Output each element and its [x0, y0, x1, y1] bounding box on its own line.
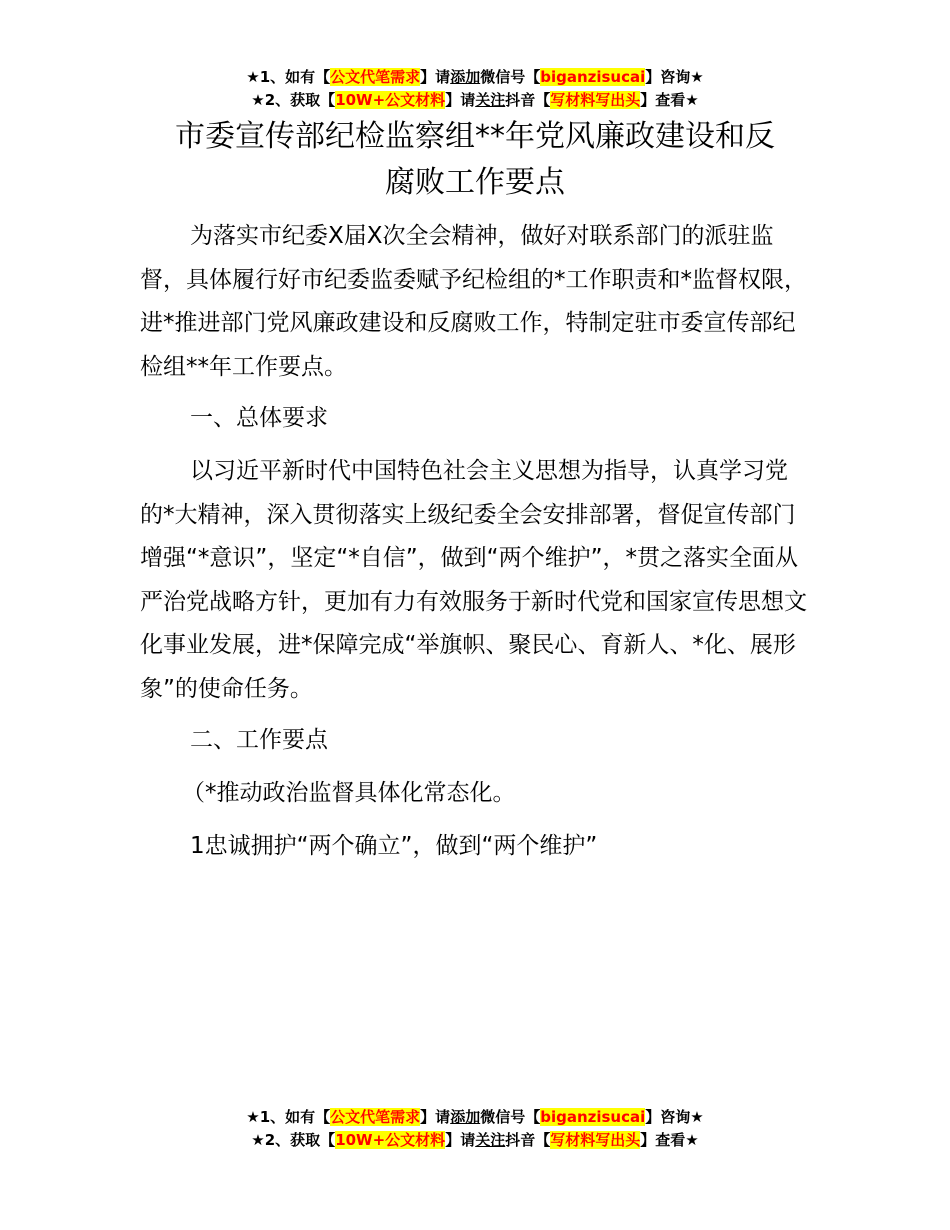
promo-text: 微信号【 — [480, 68, 541, 86]
intro-paragraph — [140, 215, 810, 389]
promo-highlight: biganzisucai — [540, 1108, 646, 1126]
promo-line-2 — [0, 89, 950, 112]
promo-text: ★1、如有【 — [246, 68, 331, 86]
promo-text: ★2、获取【 — [251, 91, 336, 109]
promo-text: 微信号【 — [480, 1108, 541, 1126]
promo-underline: 添加 — [450, 1108, 481, 1126]
intro-text: 为落实市纪委X届X次全会精神，做好对联系部门的派驻监督，具体履行好市纪委监委赋予纪检组的*工作职责和*监督权限，进*推进部门党风廉政建设和反腐败工作，特制定驻市委宣传部纪检组**年工作要点。 — [140, 223, 807, 380]
document-title — [140, 114, 810, 206]
promo-text: 】咨询★ — [645, 1108, 704, 1126]
promo-banner-bottom — [0, 1106, 950, 1152]
promo-text: 】请 — [420, 68, 451, 86]
promo-text: ★2、获取【 — [251, 1131, 336, 1149]
section1-heading-text: 一、总体要求 — [190, 405, 328, 431]
promo-underline: 添加 — [450, 68, 481, 86]
promo-underline: 关注 — [475, 1131, 506, 1149]
promo-line-1 — [0, 66, 950, 89]
promo-highlight: 10W+公文材料 — [335, 91, 446, 109]
section1-paragraph — [140, 450, 810, 711]
promo-text: 抖音【 — [505, 91, 551, 109]
promo-highlight: 写材料写出头 — [550, 91, 641, 109]
promo-text: 】请 — [445, 1131, 476, 1149]
promo-text: ★1、如有【 — [246, 1108, 331, 1126]
section2-heading-text: 二、工作要点 — [190, 727, 328, 753]
promo-highlight: 公文代笔需求 — [330, 1108, 421, 1126]
promo-line-1 — [0, 1106, 950, 1129]
promo-highlight: biganzisucai — [540, 68, 646, 86]
promo-text: 】请 — [420, 1108, 451, 1126]
title-line-1: 市委宣传部纪检监察组**年党风廉政建设和反 — [175, 119, 775, 154]
promo-highlight: 写材料写出头 — [550, 1131, 641, 1149]
promo-text: 】请 — [445, 91, 476, 109]
promo-text: 抖音【 — [505, 1131, 551, 1149]
sub-heading — [140, 772, 810, 816]
section1-heading — [140, 397, 810, 441]
item-1 — [140, 825, 810, 869]
item-1-text: 1忠诚拥护“两个确立”，做到“两个维护” — [190, 833, 598, 859]
sub-heading-text: （*推动政治监督具体化常态化。 — [182, 780, 516, 806]
promo-underline: 关注 — [475, 91, 506, 109]
promo-highlight: 10W+公文材料 — [335, 1131, 446, 1149]
promo-line-2 — [0, 1129, 950, 1152]
title-line-2: 腐败工作要点 — [385, 165, 565, 200]
promo-highlight: 公文代笔需求 — [330, 68, 421, 86]
promo-text: 】查看★ — [640, 91, 699, 109]
promo-text: 】咨询★ — [645, 68, 704, 86]
section2-heading — [140, 719, 810, 763]
promo-banner-top — [0, 66, 950, 112]
section1-body-text: 以习近平新时代中国特色社会主义思想为指导，认真学习党的*大精神，深入贯彻落实上级纪委全会安排部署，督促宣传部门增强“*意识”，坚定“*自信”，做到“两个维护”，*贯之落实全面从严治党战略方针，更加有力有效服务于新时代党和国家宣传思想文化事业发展，进*保障完成“举旗帜、聚民心、育新人、*化、展形象”的使命任务。 — [140, 458, 807, 702]
promo-text: 】查看★ — [640, 1131, 699, 1149]
